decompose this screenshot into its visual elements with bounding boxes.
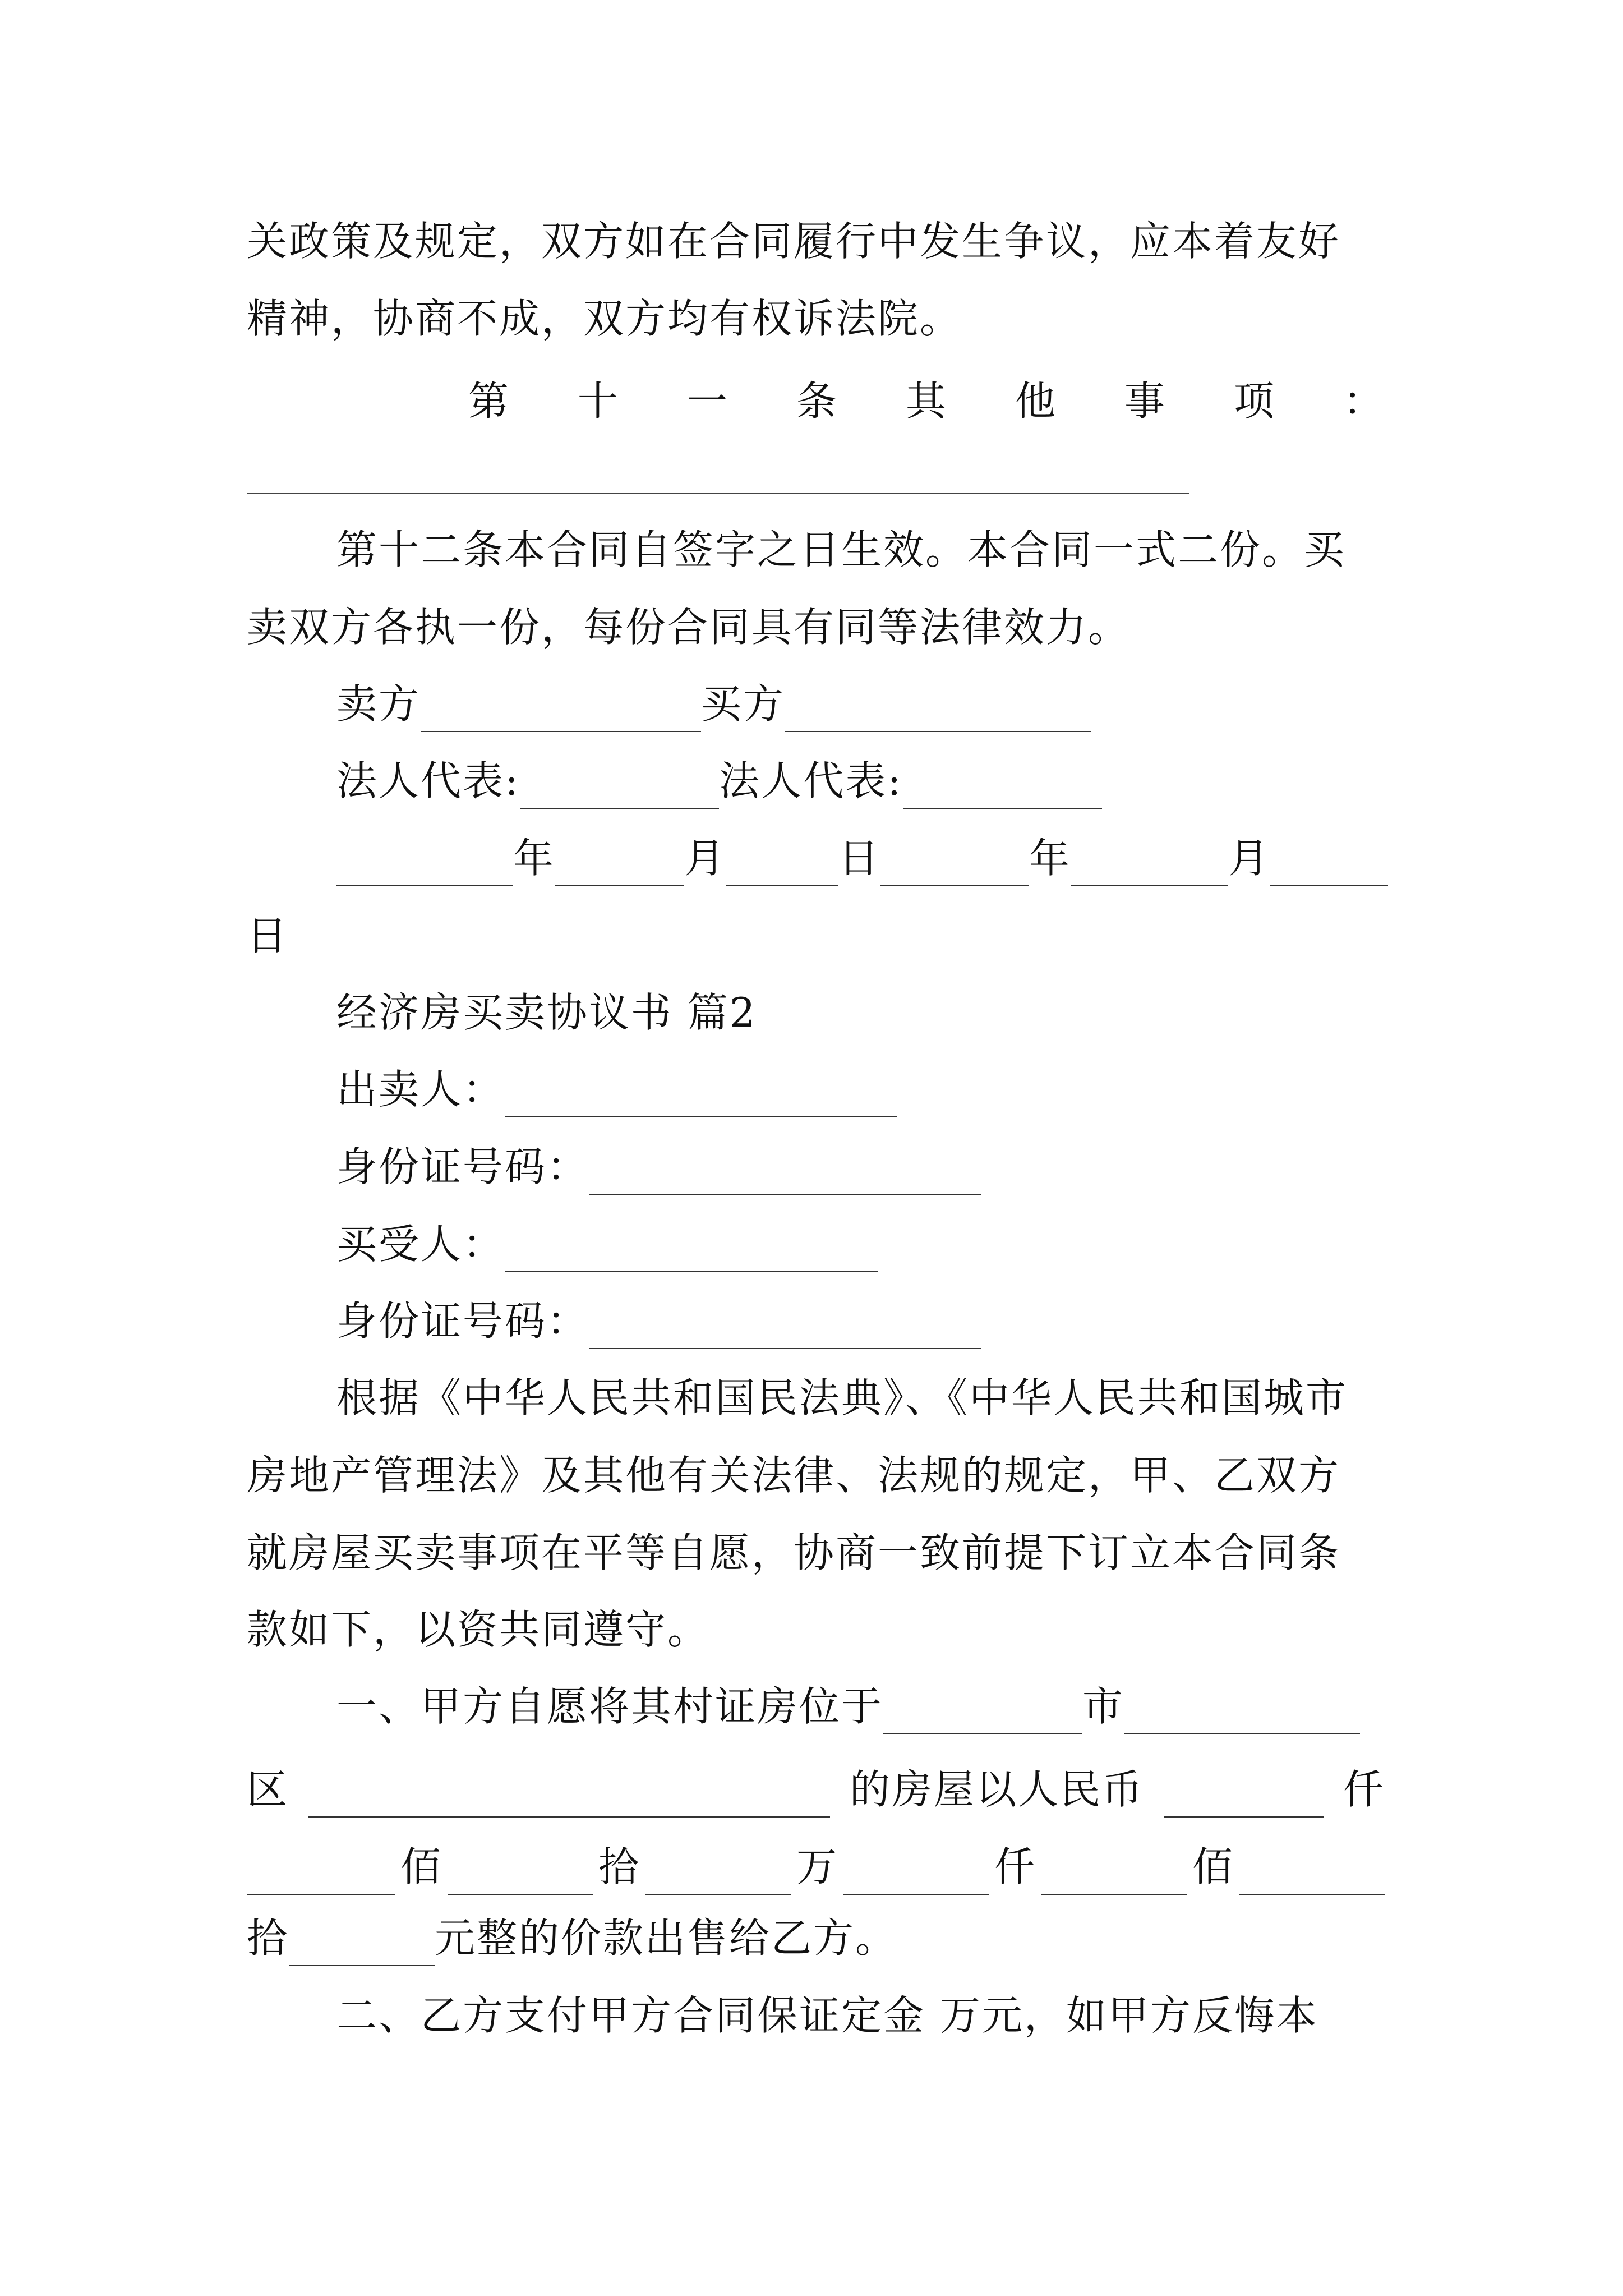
heading-char: 第 bbox=[468, 378, 511, 425]
city-label: 市 bbox=[1082, 1683, 1125, 1730]
heading-char: 一 bbox=[686, 378, 729, 425]
signing-dates bbox=[336, 830, 1385, 892]
address-blank bbox=[308, 1772, 830, 1818]
heading-char: 十 bbox=[577, 378, 620, 425]
price-text: 的房屋以人民币 bbox=[849, 1766, 1144, 1813]
amount-blank bbox=[247, 1849, 395, 1895]
id-number-label: 身份证号码： bbox=[336, 1297, 589, 1345]
legal-rep-blank bbox=[903, 763, 1102, 809]
paragraph-line: 款如下，以资共同遵守。 bbox=[247, 1606, 710, 1653]
amount-blank bbox=[1041, 1849, 1187, 1895]
buyer-blank bbox=[785, 686, 1091, 732]
buyer-label: 买方 bbox=[701, 680, 786, 728]
buyer-line bbox=[336, 1216, 1385, 1278]
date-blank bbox=[880, 840, 1029, 886]
paragraph-line: 卖双方各执一份，每份合同具有同等法律效力。 bbox=[247, 604, 1131, 651]
item-1-line-1 bbox=[336, 1678, 1385, 1740]
seller-id-line bbox=[336, 1139, 1385, 1200]
year-label: 年 bbox=[1029, 835, 1072, 882]
unit-label: 佰 bbox=[400, 1843, 442, 1890]
day-label: 日 bbox=[247, 912, 289, 959]
date-blank bbox=[555, 840, 684, 886]
amount-blank bbox=[1239, 1849, 1385, 1895]
unit-label: 仟 bbox=[994, 1843, 1036, 1890]
legal-representatives bbox=[336, 753, 1385, 815]
paragraph-line: 二、乙方支付甲方合同保证定金 万元，如甲方反悔本 bbox=[336, 1992, 1318, 2039]
district-blank bbox=[1124, 1688, 1360, 1734]
article-11-heading bbox=[468, 367, 1385, 429]
date-blank bbox=[726, 840, 838, 886]
paragraph-line: 关政策及规定，双方如在合同履行中发生争议，应本着友好 bbox=[247, 218, 1341, 265]
amount-blank bbox=[645, 1849, 791, 1895]
item-1-line-3 bbox=[247, 1833, 1385, 1895]
unit-label: 拾 bbox=[247, 1915, 289, 1962]
paragraph-line: 根据《中华人民共和国民法典》、《中华人民共和国城市 bbox=[336, 1374, 1348, 1421]
heading-char: 事 bbox=[1124, 378, 1166, 425]
item-text: 一、甲方自愿将其村证房位于 bbox=[336, 1683, 884, 1730]
heading-char: 项 bbox=[1233, 378, 1276, 425]
heading-char: 其 bbox=[905, 378, 948, 425]
district-label: 区 bbox=[247, 1766, 289, 1813]
seller-label: 卖方 bbox=[336, 680, 421, 728]
date-blank bbox=[336, 840, 513, 886]
item-text: 元整的价款出售给乙方。 bbox=[435, 1915, 898, 1962]
legal-rep-blank bbox=[520, 763, 719, 809]
month-label: 月 bbox=[1228, 835, 1271, 882]
seller-name-blank bbox=[505, 1071, 897, 1117]
paragraph-line: 房地产管理法》及其他有关法律、法规的规定，甲、乙双方 bbox=[247, 1452, 1341, 1499]
item-1-line-2 bbox=[247, 1756, 1385, 1818]
seller-blank bbox=[421, 686, 701, 732]
id-number-label: 身份证号码： bbox=[336, 1143, 589, 1190]
legal-rep-label: 法人代表: bbox=[719, 757, 903, 804]
day-label: 日 bbox=[838, 835, 881, 882]
paragraph-line: 精神，协商不成，双方均有权诉法院。 bbox=[247, 295, 962, 342]
date-blank bbox=[1071, 840, 1228, 886]
city-blank bbox=[883, 1688, 1082, 1734]
amount-blank bbox=[448, 1849, 593, 1895]
month-label: 月 bbox=[684, 835, 727, 882]
unit-label: 拾 bbox=[598, 1843, 640, 1890]
year-label: 年 bbox=[513, 835, 556, 882]
section-title: 经济房买卖协议书 篇2 bbox=[336, 989, 757, 1036]
amount-blank bbox=[1164, 1772, 1324, 1818]
heading-char: 条 bbox=[796, 378, 838, 425]
fill-in-line bbox=[247, 493, 1189, 494]
signature-parties bbox=[336, 676, 1385, 738]
buyer-name-blank bbox=[505, 1226, 878, 1272]
seller-line bbox=[336, 1061, 1385, 1123]
amount-blank bbox=[843, 1849, 989, 1895]
paragraph-line: 就房屋买卖事项在平等自愿，协商一致前提下订立本合同条 bbox=[247, 1529, 1341, 1576]
date-blank bbox=[1270, 840, 1388, 886]
unit-label: 佰 bbox=[1192, 1843, 1234, 1890]
buyer-name-label: 买受人： bbox=[336, 1221, 505, 1268]
unit-label: 仟 bbox=[1343, 1766, 1385, 1813]
buyer-id-line bbox=[336, 1293, 1385, 1355]
item-1-line-4 bbox=[247, 1910, 1385, 1972]
heading-char: ： bbox=[1343, 378, 1385, 425]
id-number-blank bbox=[589, 1149, 981, 1195]
amount-blank bbox=[289, 1920, 435, 1966]
legal-rep-label: 法人代表: bbox=[336, 757, 520, 804]
paragraph-line: 第十二条本合同自签字之日生效。本合同一式二份。买 bbox=[336, 526, 1347, 573]
unit-label: 万 bbox=[796, 1843, 838, 1890]
seller-name-label: 出卖人： bbox=[336, 1066, 505, 1113]
id-number-blank bbox=[589, 1303, 981, 1349]
heading-char: 他 bbox=[1015, 378, 1057, 425]
